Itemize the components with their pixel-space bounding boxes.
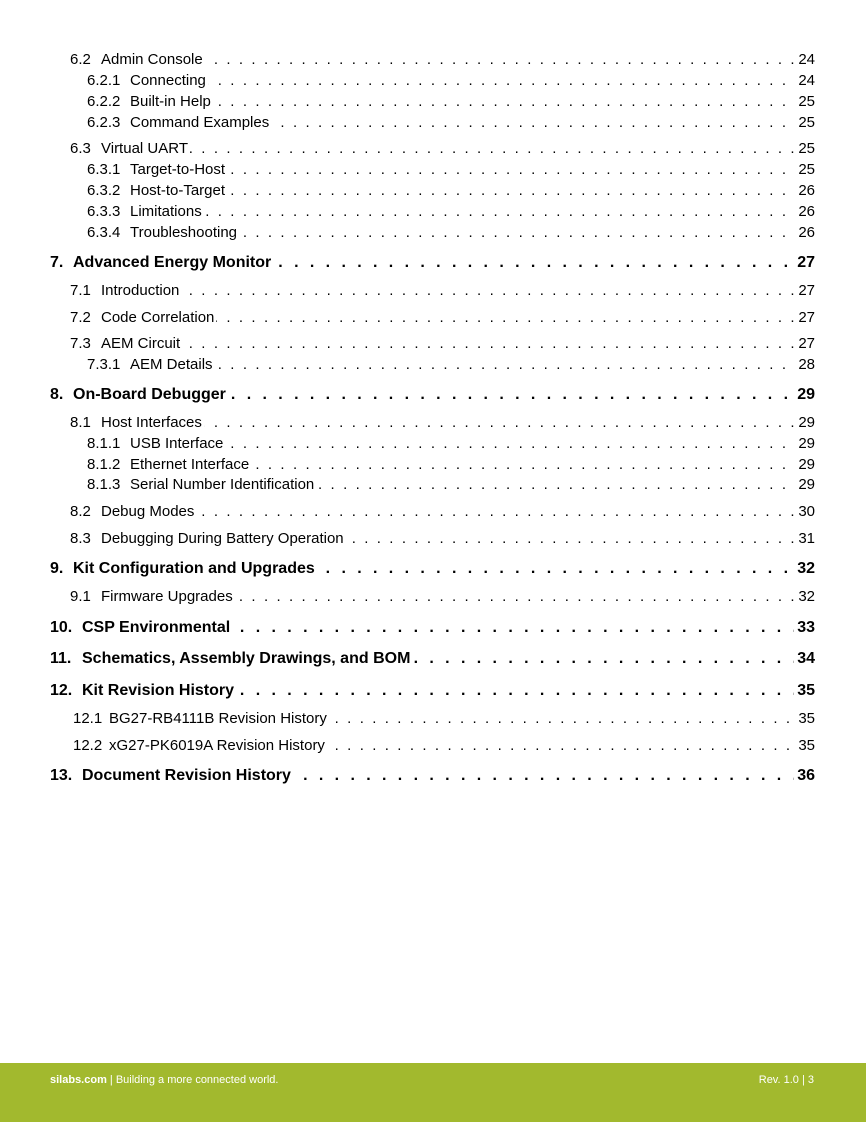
toc-entry-page[interactable]: 24 bbox=[795, 71, 815, 91]
toc-entry-title[interactable]: Ethernet Interface bbox=[130, 456, 250, 473]
toc-entry[interactable] bbox=[0, 281, 866, 301]
toc-entry-number: 6.2.2 bbox=[87, 93, 121, 110]
toc-entry[interactable] bbox=[0, 223, 866, 243]
toc-leader-dots bbox=[101, 413, 815, 433]
toc-entry-title[interactable]: Built-in Help bbox=[130, 93, 211, 110]
toc-leader-dots bbox=[130, 160, 815, 180]
toc-entry-number: 7.3 bbox=[70, 335, 91, 352]
toc-entry-page[interactable]: 28 bbox=[795, 355, 815, 375]
toc-entry[interactable] bbox=[0, 559, 866, 579]
toc-entry-title[interactable]: Host Interfaces bbox=[101, 414, 202, 431]
toc-entry-number: 8.3 bbox=[70, 530, 91, 547]
toc-entry[interactable] bbox=[0, 413, 866, 433]
toc-entry[interactable] bbox=[0, 253, 866, 273]
toc-entry[interactable] bbox=[0, 681, 866, 701]
toc-entry-title[interactable]: Virtual UART bbox=[101, 140, 188, 157]
toc-entry-number: 6.3.1 bbox=[87, 161, 121, 178]
toc-entry-number: 8.1.1 bbox=[87, 435, 121, 452]
toc-entry-page[interactable]: 35 bbox=[794, 681, 815, 701]
toc-entry[interactable] bbox=[0, 385, 866, 405]
toc-entry[interactable] bbox=[0, 502, 866, 522]
toc-entry[interactable] bbox=[0, 355, 866, 375]
toc-entry[interactable] bbox=[0, 618, 866, 638]
toc-entry-page[interactable]: 26 bbox=[795, 223, 815, 243]
toc-leader-dots bbox=[130, 202, 815, 222]
toc-entry[interactable] bbox=[0, 587, 866, 607]
toc-entry-page[interactable]: 24 bbox=[795, 50, 815, 70]
toc-entry-page[interactable]: 27 bbox=[795, 334, 815, 354]
toc-entry-title[interactable]: AEM Details bbox=[130, 356, 213, 373]
toc-entry-title[interactable]: Limitations bbox=[130, 203, 202, 220]
toc-entry-number: 9.1 bbox=[70, 588, 91, 605]
toc-entry-number: 6.3.2 bbox=[87, 182, 121, 199]
toc-entry-title[interactable]: Introduction bbox=[101, 282, 180, 299]
toc-leader-dots bbox=[130, 181, 815, 201]
toc-entry-number: 13. bbox=[50, 767, 73, 784]
toc-entry-page[interactable]: 29 bbox=[795, 475, 815, 495]
toc-entry-number: 12.2 bbox=[73, 737, 103, 754]
toc-entry-title[interactable]: AEM Circuit bbox=[101, 335, 181, 352]
toc-entry-number: 9. bbox=[50, 560, 64, 577]
toc-entry-page[interactable]: 29 bbox=[795, 413, 815, 433]
toc-entry-title[interactable]: On-Board Debugger bbox=[73, 386, 226, 403]
toc-leader-dots bbox=[130, 92, 815, 112]
toc-entry-page[interactable]: 32 bbox=[795, 587, 815, 607]
toc-entry-number: 7.1 bbox=[70, 282, 91, 299]
toc-entry-title[interactable]: Code Correlation bbox=[101, 309, 215, 326]
toc-entry-page[interactable]: 29 bbox=[795, 434, 815, 454]
toc-entry-title[interactable]: CSP Environmental bbox=[82, 619, 231, 636]
toc-leader-dots bbox=[101, 50, 815, 70]
toc-entry[interactable] bbox=[0, 202, 866, 222]
footer-tagline: | Building a more connected world. bbox=[106, 1074, 279, 1086]
toc-entry-page[interactable]: 27 bbox=[795, 281, 815, 301]
toc-entry[interactable] bbox=[0, 455, 866, 475]
footer-left bbox=[50, 1074, 278, 1086]
toc-entry-number: 7. bbox=[50, 254, 64, 271]
footer-site-link[interactable]: silabs.com bbox=[50, 1074, 107, 1086]
toc-entry-page[interactable]: 35 bbox=[795, 709, 815, 729]
toc-entry-number: 6.2.1 bbox=[87, 72, 121, 89]
toc-entry-number: 10. bbox=[50, 619, 73, 636]
toc-entry-title[interactable]: USB Interface bbox=[130, 435, 224, 452]
toc-entry-number: 8.1.2 bbox=[87, 456, 121, 473]
toc-entry-page[interactable]: 25 bbox=[795, 139, 815, 159]
toc-entry[interactable] bbox=[0, 181, 866, 201]
toc-entry-title[interactable]: Schematics, Assembly Drawings, and BOM bbox=[82, 650, 411, 667]
toc-entry[interactable] bbox=[0, 766, 866, 786]
toc-entry[interactable] bbox=[0, 334, 866, 354]
toc-entry-title[interactable]: Debug Modes bbox=[101, 503, 195, 520]
toc-entry-page[interactable]: 25 bbox=[795, 113, 815, 133]
footer-revision: Rev. 1.0 | 3 bbox=[758, 1074, 814, 1086]
toc-entry-title[interactable]: Firmware Upgrades bbox=[101, 588, 233, 605]
toc-entry-number: 8. bbox=[50, 386, 64, 403]
toc-entry-title[interactable]: Host-to-Target bbox=[130, 182, 226, 199]
toc-entry-title[interactable]: Kit Revision History bbox=[82, 682, 235, 699]
toc-entry-number: 11. bbox=[50, 650, 72, 667]
toc-entry[interactable] bbox=[0, 475, 866, 495]
toc-entry-page[interactable]: 35 bbox=[795, 736, 815, 756]
toc-entry-title[interactable]: Connecting bbox=[130, 72, 206, 89]
toc-entry-page[interactable]: 25 bbox=[795, 92, 815, 112]
toc-entry-title[interactable]: Document Revision History bbox=[82, 767, 291, 784]
toc-entry[interactable] bbox=[0, 649, 866, 669]
toc-entry-page[interactable]: 27 bbox=[794, 253, 815, 273]
toc-entry-page[interactable]: 26 bbox=[795, 202, 815, 222]
toc-entry-title[interactable]: Command Examples bbox=[130, 114, 270, 131]
toc-leader-dots bbox=[101, 139, 815, 159]
toc-entry-page[interactable]: 29 bbox=[795, 455, 815, 475]
toc-entry-number: 6.2 bbox=[70, 51, 91, 68]
toc-entry-title[interactable]: Target-to-Host bbox=[130, 161, 226, 178]
toc-leader-dots bbox=[101, 334, 815, 354]
toc-entry-title[interactable]: Kit Configuration and Upgrades bbox=[73, 560, 315, 577]
toc-entry-title[interactable]: xG27-PK6019A Revision History bbox=[109, 737, 325, 754]
toc-entry[interactable] bbox=[0, 434, 866, 454]
toc-entry[interactable] bbox=[0, 92, 866, 112]
toc-entry-number: 8.1 bbox=[70, 414, 91, 431]
toc-entry-number: 12. bbox=[50, 682, 73, 699]
toc-leader-dots bbox=[130, 434, 815, 454]
toc-entry-page[interactable]: 32 bbox=[794, 559, 815, 579]
toc-leader-dots bbox=[101, 281, 815, 301]
toc-entry-page[interactable]: 31 bbox=[795, 529, 815, 549]
toc-entry-title[interactable]: Admin Console bbox=[101, 51, 203, 68]
toc-leader-dots bbox=[130, 71, 815, 91]
toc-entry-page[interactable]: 26 bbox=[795, 181, 815, 201]
toc-entry-number: 6.3.3 bbox=[87, 203, 121, 220]
toc-entry-number: 6.3.4 bbox=[87, 224, 121, 241]
toc-entry-number: 8.1.3 bbox=[87, 476, 121, 493]
toc-entry-page[interactable]: 34 bbox=[794, 649, 815, 669]
toc-entry-number: 6.3 bbox=[70, 140, 91, 157]
toc-entry-number: 6.2.3 bbox=[87, 114, 121, 131]
toc-entry[interactable] bbox=[0, 113, 866, 133]
toc-entry[interactable] bbox=[0, 139, 866, 159]
toc-entry-page[interactable]: 29 bbox=[794, 385, 815, 405]
toc-entry-title[interactable]: Serial Number Identification bbox=[130, 476, 315, 493]
toc-entry-page[interactable]: 27 bbox=[795, 308, 815, 328]
toc-entry-title[interactable]: BG27-RB4111B Revision History bbox=[109, 710, 327, 727]
toc-entry-number: 7.2 bbox=[70, 309, 91, 326]
toc-leader-dots bbox=[130, 355, 815, 375]
toc-entry-page[interactable]: 25 bbox=[795, 160, 815, 180]
toc-entry[interactable] bbox=[0, 709, 866, 729]
toc-entry-page[interactable]: 36 bbox=[794, 766, 815, 786]
toc-entry-page[interactable]: 33 bbox=[794, 618, 815, 638]
toc-entry-number: 7.3.1 bbox=[87, 356, 121, 373]
toc-entry-page[interactable]: 30 bbox=[795, 502, 815, 522]
page-footer bbox=[0, 1063, 866, 1122]
toc-leader-dots bbox=[101, 502, 815, 522]
toc-entry-title[interactable]: Troubleshooting bbox=[130, 224, 238, 241]
toc-entry[interactable] bbox=[0, 50, 866, 70]
toc-entry-number: 8.2 bbox=[70, 503, 91, 520]
toc-entry[interactable] bbox=[0, 308, 866, 328]
toc-entry-number: 12.1 bbox=[73, 710, 103, 727]
toc-entry[interactable] bbox=[0, 529, 866, 549]
toc-entry-title[interactable]: Advanced Energy Monitor bbox=[73, 254, 272, 271]
toc-entry[interactable] bbox=[0, 71, 866, 91]
toc-entry[interactable] bbox=[0, 160, 866, 180]
toc-entry[interactable] bbox=[0, 736, 866, 756]
toc-entry-title[interactable]: Debugging During Battery Operation bbox=[101, 530, 344, 547]
